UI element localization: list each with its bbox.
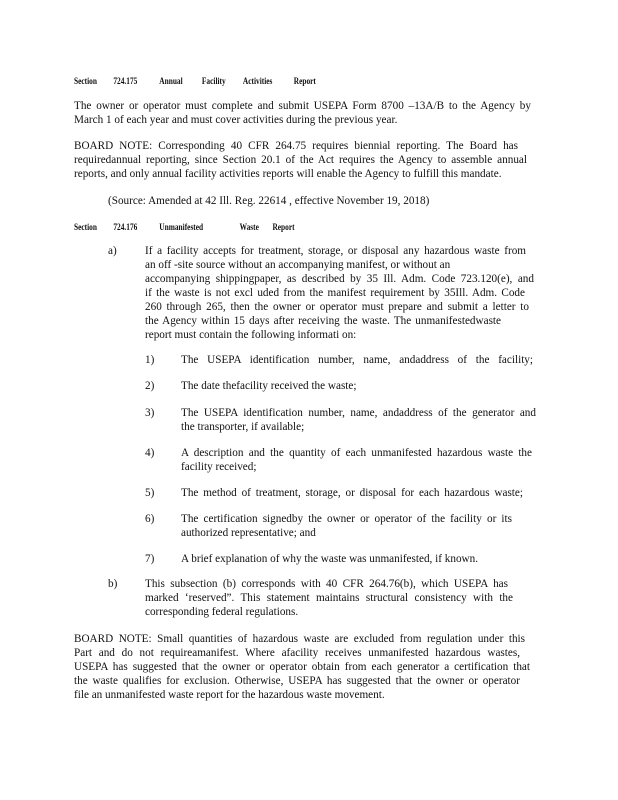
list-item-line: A description and the quantity of each unmanifested hazardous waste the	[181, 447, 532, 459]
board-note-line: BOARD NOTE: Corresponding 40 CFR 264.75 requires biennial reporting. The Board has	[74, 140, 518, 152]
list-item-line: The date thefacility received the waste;	[181, 380, 357, 392]
heading-word: Report	[293, 76, 316, 86]
board-note-line: file an unmanifested waste report for the hazardous waste movement.	[74, 689, 385, 701]
heading-word: Section	[74, 222, 97, 232]
list-item-line: The certification signedby the owner or operator of the facility or its	[181, 513, 512, 525]
subsection-label-b: b)	[108, 578, 118, 590]
subsection-label-a: a)	[108, 245, 117, 257]
heading-word: Unmanifested	[159, 222, 204, 232]
subsection-a-line: an off -site source without an accompanying manifest, or without an	[145, 259, 451, 271]
board-note-line: the waste qualifies for exclusion. Otherwise, USEPA has suggested that the owner or operator	[74, 675, 520, 687]
paragraph-line: The owner or operator must complete and submit USEPA Form 8700 –13A/B to the Agency by	[74, 100, 531, 112]
board-note-line: requiredannual reporting, since Section 20.1 of the Act requires the Agency to assemble annual	[74, 154, 527, 166]
section-heading-724-176	[74, 220, 295, 234]
list-item-line: authorized representative; and	[181, 527, 316, 539]
heading-word: 724.175	[113, 76, 138, 86]
source-note: (Source: Amended at 42 Ill. Reg. 22614 , effective November 19, 2018)	[108, 195, 430, 207]
subsection-b-line: This subsection (b) corresponds with 40 CFR 264.76(b), which USEPA has	[145, 578, 508, 590]
list-item-line: The USEPA identification number, name, andaddress of the generator and	[181, 407, 536, 419]
subsection-a-line: the Agency within 15 days after receiving the waste. The unmanifestedwaste	[145, 315, 501, 327]
list-item-line: facility received;	[181, 461, 257, 473]
paragraph-line: March 1 of each year and must cover activities during the previous year.	[74, 114, 398, 126]
list-item-number: 3)	[145, 407, 155, 419]
subsection-a-line: 260 through 265, then the owner or operator must prepare and submit a letter to	[145, 301, 529, 313]
subsection-a-line: If a facility accepts for treatment, storage, or disposal any hazardous waste from	[145, 245, 526, 257]
list-item-number: 1)	[145, 354, 155, 366]
list-item-number: 7)	[145, 553, 155, 565]
subsection-b-line: corresponding federal regulations.	[145, 606, 299, 618]
section-heading-724-175	[74, 74, 316, 88]
list-item-number: 6)	[145, 513, 155, 525]
heading-word: Report	[272, 222, 295, 232]
list-item-number: 5)	[145, 487, 155, 499]
list-item-line: The USEPA identification number, name, andaddress of the facility;	[181, 354, 533, 366]
heading-word: Facility	[201, 76, 226, 86]
heading-word: Activities	[242, 76, 273, 86]
heading-word: Annual	[159, 76, 183, 86]
board-note-line: USEPA has suggested that the owner or operator obtain from each generator a certification that	[74, 661, 530, 673]
board-note-line: Part and do not requireamanifest. Where afacility receives unmanifested hazardous wastes,	[74, 647, 520, 659]
subsection-a-line: if the waste is not excl uded from the manifest requirement by 35Ill. Adm. Code	[145, 287, 525, 299]
heading-word: 724.176	[113, 222, 138, 232]
list-item-line: The method of treatment, storage, or disposal for each hazardous waste;	[181, 487, 523, 499]
subsection-a-line: report must contain the following informati on:	[145, 329, 357, 341]
subsection-b-line: marked ‘reserved”. This statement maintains structural consistency with the	[145, 592, 513, 604]
list-item-number: 4)	[145, 447, 155, 459]
board-note-line: BOARD NOTE: Small quantities of hazardous waste are excluded from regulation under this	[74, 633, 525, 645]
heading-word: Waste	[239, 222, 259, 232]
subsection-a-line: accompanying shippingpaper, as described by 35 Ill. Adm. Code 723.120(e), and	[145, 273, 534, 285]
board-note-line: reports, and only annual facility activities reports will enable the Agency to fulfill this mandate.	[74, 168, 502, 180]
list-item-line: the transporter, if available;	[181, 421, 305, 433]
list-item-line: A brief explanation of why the waste was unmanifested, if known.	[181, 553, 479, 565]
heading-word: Section	[74, 76, 97, 86]
list-item-number: 2)	[145, 380, 155, 392]
